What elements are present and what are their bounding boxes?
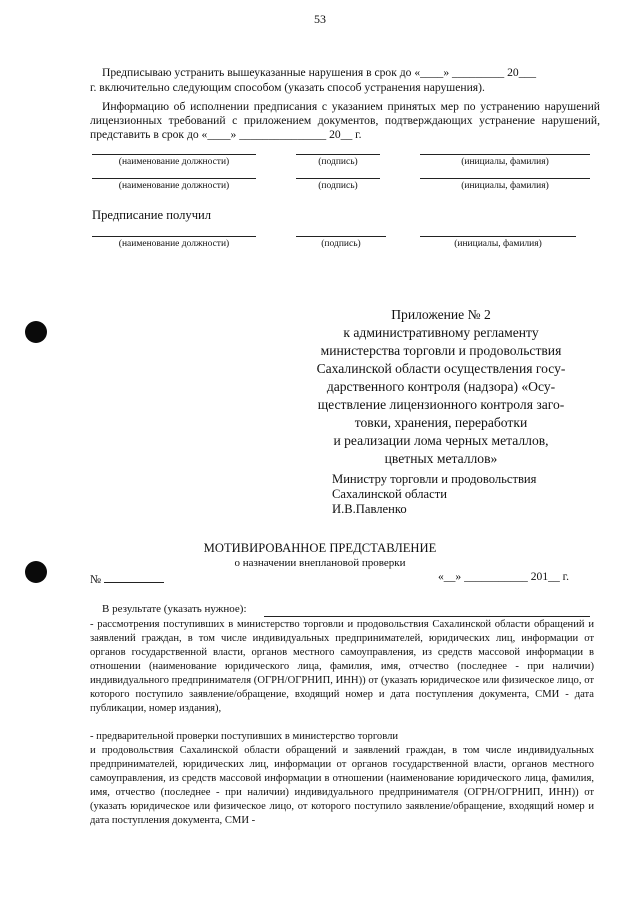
position-caption: (наименование должности) (118, 157, 230, 167)
signature-caption: (подпись) (318, 157, 358, 167)
prescription-line-2: г. включительно следующим способом (указать способ устранения нарушения). (90, 81, 485, 94)
addressee (332, 472, 592, 517)
name-line (420, 154, 590, 155)
appendix-line: к административному регламенту (343, 325, 539, 340)
name-caption: (инициалы, фамилия) (461, 181, 549, 191)
signature-caption: (подпись) (321, 239, 361, 249)
prescription-line-1: Предписываю устранить вышеуказанные нарушения в срок до «____» _________ 20___ (102, 66, 537, 79)
paragraph-preliminary: и продовольствия Сахалинской области обращений и заявлений граждан, в том числе индивидуальных предпринимателей, юридических лиц, информации от органов государственной власти, органов местного самоуправления, из средств массовой информации в отношении (наименование юридического лица, фамилия, имя, отчество (последнее - при наличии) индивидуального предпринимателя (ОГРН/ОГРНИП, ИНН)) от (указать юридическое или физическое лицо, от которого поступило заявление/обращение, входящий номер и дата поступления документа, СМИ - (90, 745, 594, 826)
received-label: Предписание получил (92, 208, 212, 222)
position-line (92, 178, 256, 179)
signature-line (296, 154, 380, 155)
document-title: МОТИВИРОВАННОЕ ПРЕДСТАВЛЕНИЕ (203, 541, 437, 555)
number-label: № (90, 573, 102, 586)
position-line (92, 236, 256, 237)
addressee-line: Министру торговли и продовольствия (332, 472, 537, 486)
appendix-line: министерства торговли и продовольствия (320, 343, 562, 358)
signature-line (296, 236, 386, 237)
number-blank (104, 570, 164, 583)
appendix-line: цветных металлов» (384, 451, 498, 466)
position-caption: (наименование должности) (118, 181, 230, 191)
document-subtitle: о назначении внеплановой проверки (234, 557, 406, 569)
appendix-line: Сахалинской области осуществления госу- (316, 361, 566, 376)
punch-hole-icon (25, 321, 47, 343)
appendix-heading (296, 306, 586, 468)
appendix-line: дарственного контроля (надзора) «Осу- (326, 379, 556, 394)
paragraph-review: - рассмотрения поступивших в министерство торговли и продовольствия Сахалинской области обращений и заявлений граждан, в том числе индивидуальных предпринимателей, юридических лиц, информации от органов государственной власти, органов местного самоуправления, из средств массовой информации в отношении (наименование юридического лица, фамилия, имя, отчество (последнее - при наличии) индивидуального предпринимателя (ОГРН/ОГРНИП, ИНН)) от (указать юридическое или физическое лицо, от которого поступило заявление/обращение, входящий номер и дата поступления документа, СМИ - дата публикации, номер издания), (90, 619, 594, 714)
addressee-line: И.В.Павленко (332, 502, 407, 516)
signature-caption: (подпись) (318, 181, 358, 191)
appendix-line: ществление лицензионного контроля заго- (317, 397, 565, 412)
page-number: 53 (314, 12, 326, 26)
appendix-line: Приложение № 2 (391, 307, 491, 322)
position-line (92, 154, 256, 155)
appendix-line: товки, хранения, переработки (354, 415, 528, 430)
name-caption: (инициалы, фамилия) (461, 157, 549, 167)
prescription-info: Информацию об исполнении предписания с указанием принятых мер по устранению нарушений лицензионных требований с приложением документов, подтверждающих устранение нарушений, представить в срок до «____» _______________ 20__ г. (90, 100, 600, 141)
document-date: «__» ___________ 201__ г. (438, 570, 569, 583)
result-label: В результате (указать нужное): (102, 603, 247, 615)
position-caption: (наименование должности) (118, 239, 230, 249)
appendix-line: и реализации лома черных металлов, (333, 433, 549, 448)
name-caption: (инициалы, фамилия) (454, 239, 542, 249)
result-line (264, 616, 590, 617)
name-line (420, 236, 576, 237)
paragraph-preliminary-intro: - предварительной проверки поступивших в министерство торговли (90, 731, 399, 742)
signature-line (296, 178, 380, 179)
name-line (420, 178, 590, 179)
document-number (90, 570, 164, 586)
addressee-line: Сахалинской области (332, 487, 447, 501)
